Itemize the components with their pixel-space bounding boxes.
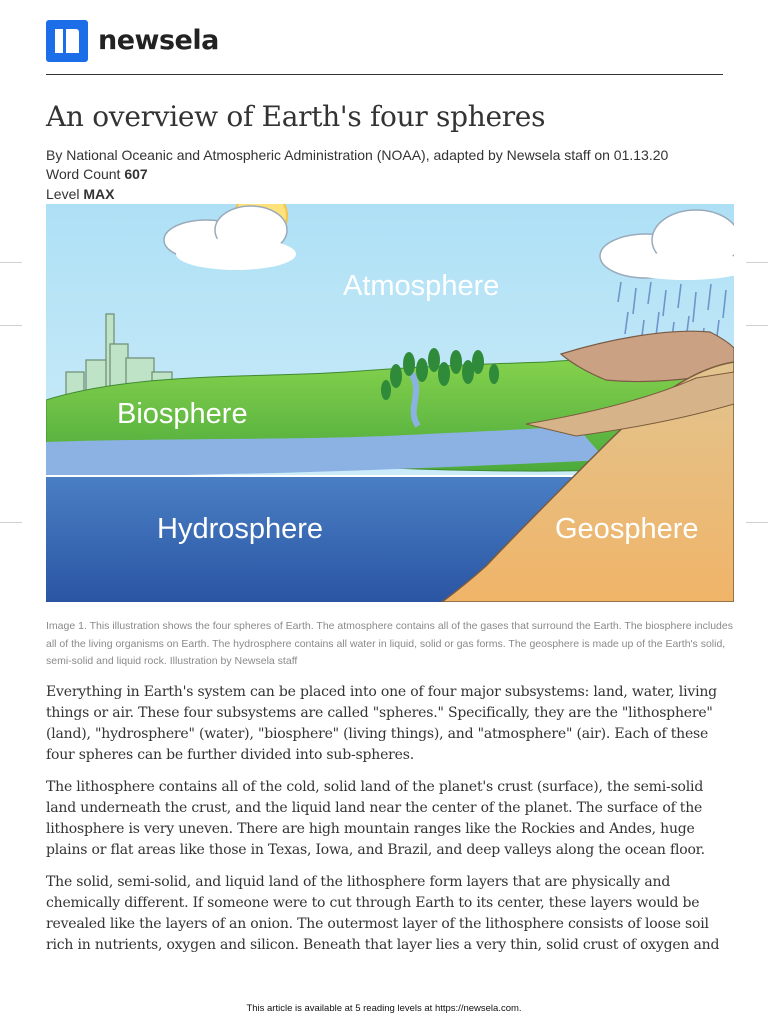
page-edge-mark	[0, 262, 22, 263]
page-edge-mark	[0, 522, 22, 523]
image-caption: Image 1. This illustration shows the four spheres of Earth. The atmosphere contains all of the gases that surround the Earth. The biosphere includes all of the living organisms on Earth. The hydrosphere contains all water in liquid, solid or gas forms. The geosphere is made up of the Earth's solid, semi-solid and liquid rock. Illustration by Newsela staff	[46, 620, 733, 667]
word-count-value: 607	[124, 166, 148, 182]
paragraph-3: The solid, semi-solid, and liquid land of the lithosphere form layers that are physically and chemically different. If someone were to cut through Earth to its center, these layers would be revealed like the layers of an onion. The outermost layer of the lithosphere consists of loose soil rich in nutrients, oxygen and silicon. Beneath that layer lies a very thin, solid crust of oxygen and	[46, 874, 720, 953]
level-label: Level	[46, 186, 80, 202]
page-edge-mark	[746, 325, 768, 326]
article-byline: By National Oceanic and Atmospheric Administration (NOAA), adapted by Newsela staff on 01.13.20	[46, 147, 669, 163]
brand-wordmark: newsela	[98, 25, 219, 56]
word-count-label: Word Count	[46, 166, 121, 182]
label-atmosphere: Atmosphere	[343, 270, 500, 302]
article-title: An overview of Earth's four spheres	[46, 100, 546, 133]
page-header	[46, 18, 723, 75]
newsela-logo-icon	[46, 20, 88, 62]
earth-spheres-illustration	[46, 204, 734, 602]
page-edge-mark	[746, 522, 768, 523]
label-geosphere: Geosphere	[555, 513, 699, 545]
label-hydrosphere: Hydrosphere	[157, 513, 324, 545]
page-edge-mark	[746, 262, 768, 263]
label-biosphere: Biosphere	[117, 398, 248, 430]
paragraph-2: The lithosphere contains all of the cold, solid land of the planet's crust (surface), the semi-solid land underneath the crust, and the liquid land near the center of the planet. The surface of the lithosphere is very uneven. There are high mountain ranges like the Rockies and Andes, huge plains or flat areas like those in Texas, Iowa, and Brazil, and deep valleys along the ocean floor.	[46, 779, 705, 858]
word-count	[46, 166, 148, 182]
footer-note: This article is available at 5 reading levels at https://newsela.com.	[246, 1003, 522, 1014]
page-edge-mark	[0, 325, 22, 326]
paragraph-1: Everything in Earth's system can be placed into one of four major subsystems: land, water, living things or air. These four subsystems are called "spheres." Specifically, they are the "lithosphere" (land), "hydrosphere" (water), "biosphere" (living things), and "atmosphere" (air). Each of these four spheres can be further divided into sub-spheres.	[46, 684, 717, 763]
reading-level	[46, 186, 114, 202]
level-value: MAX	[83, 186, 115, 202]
